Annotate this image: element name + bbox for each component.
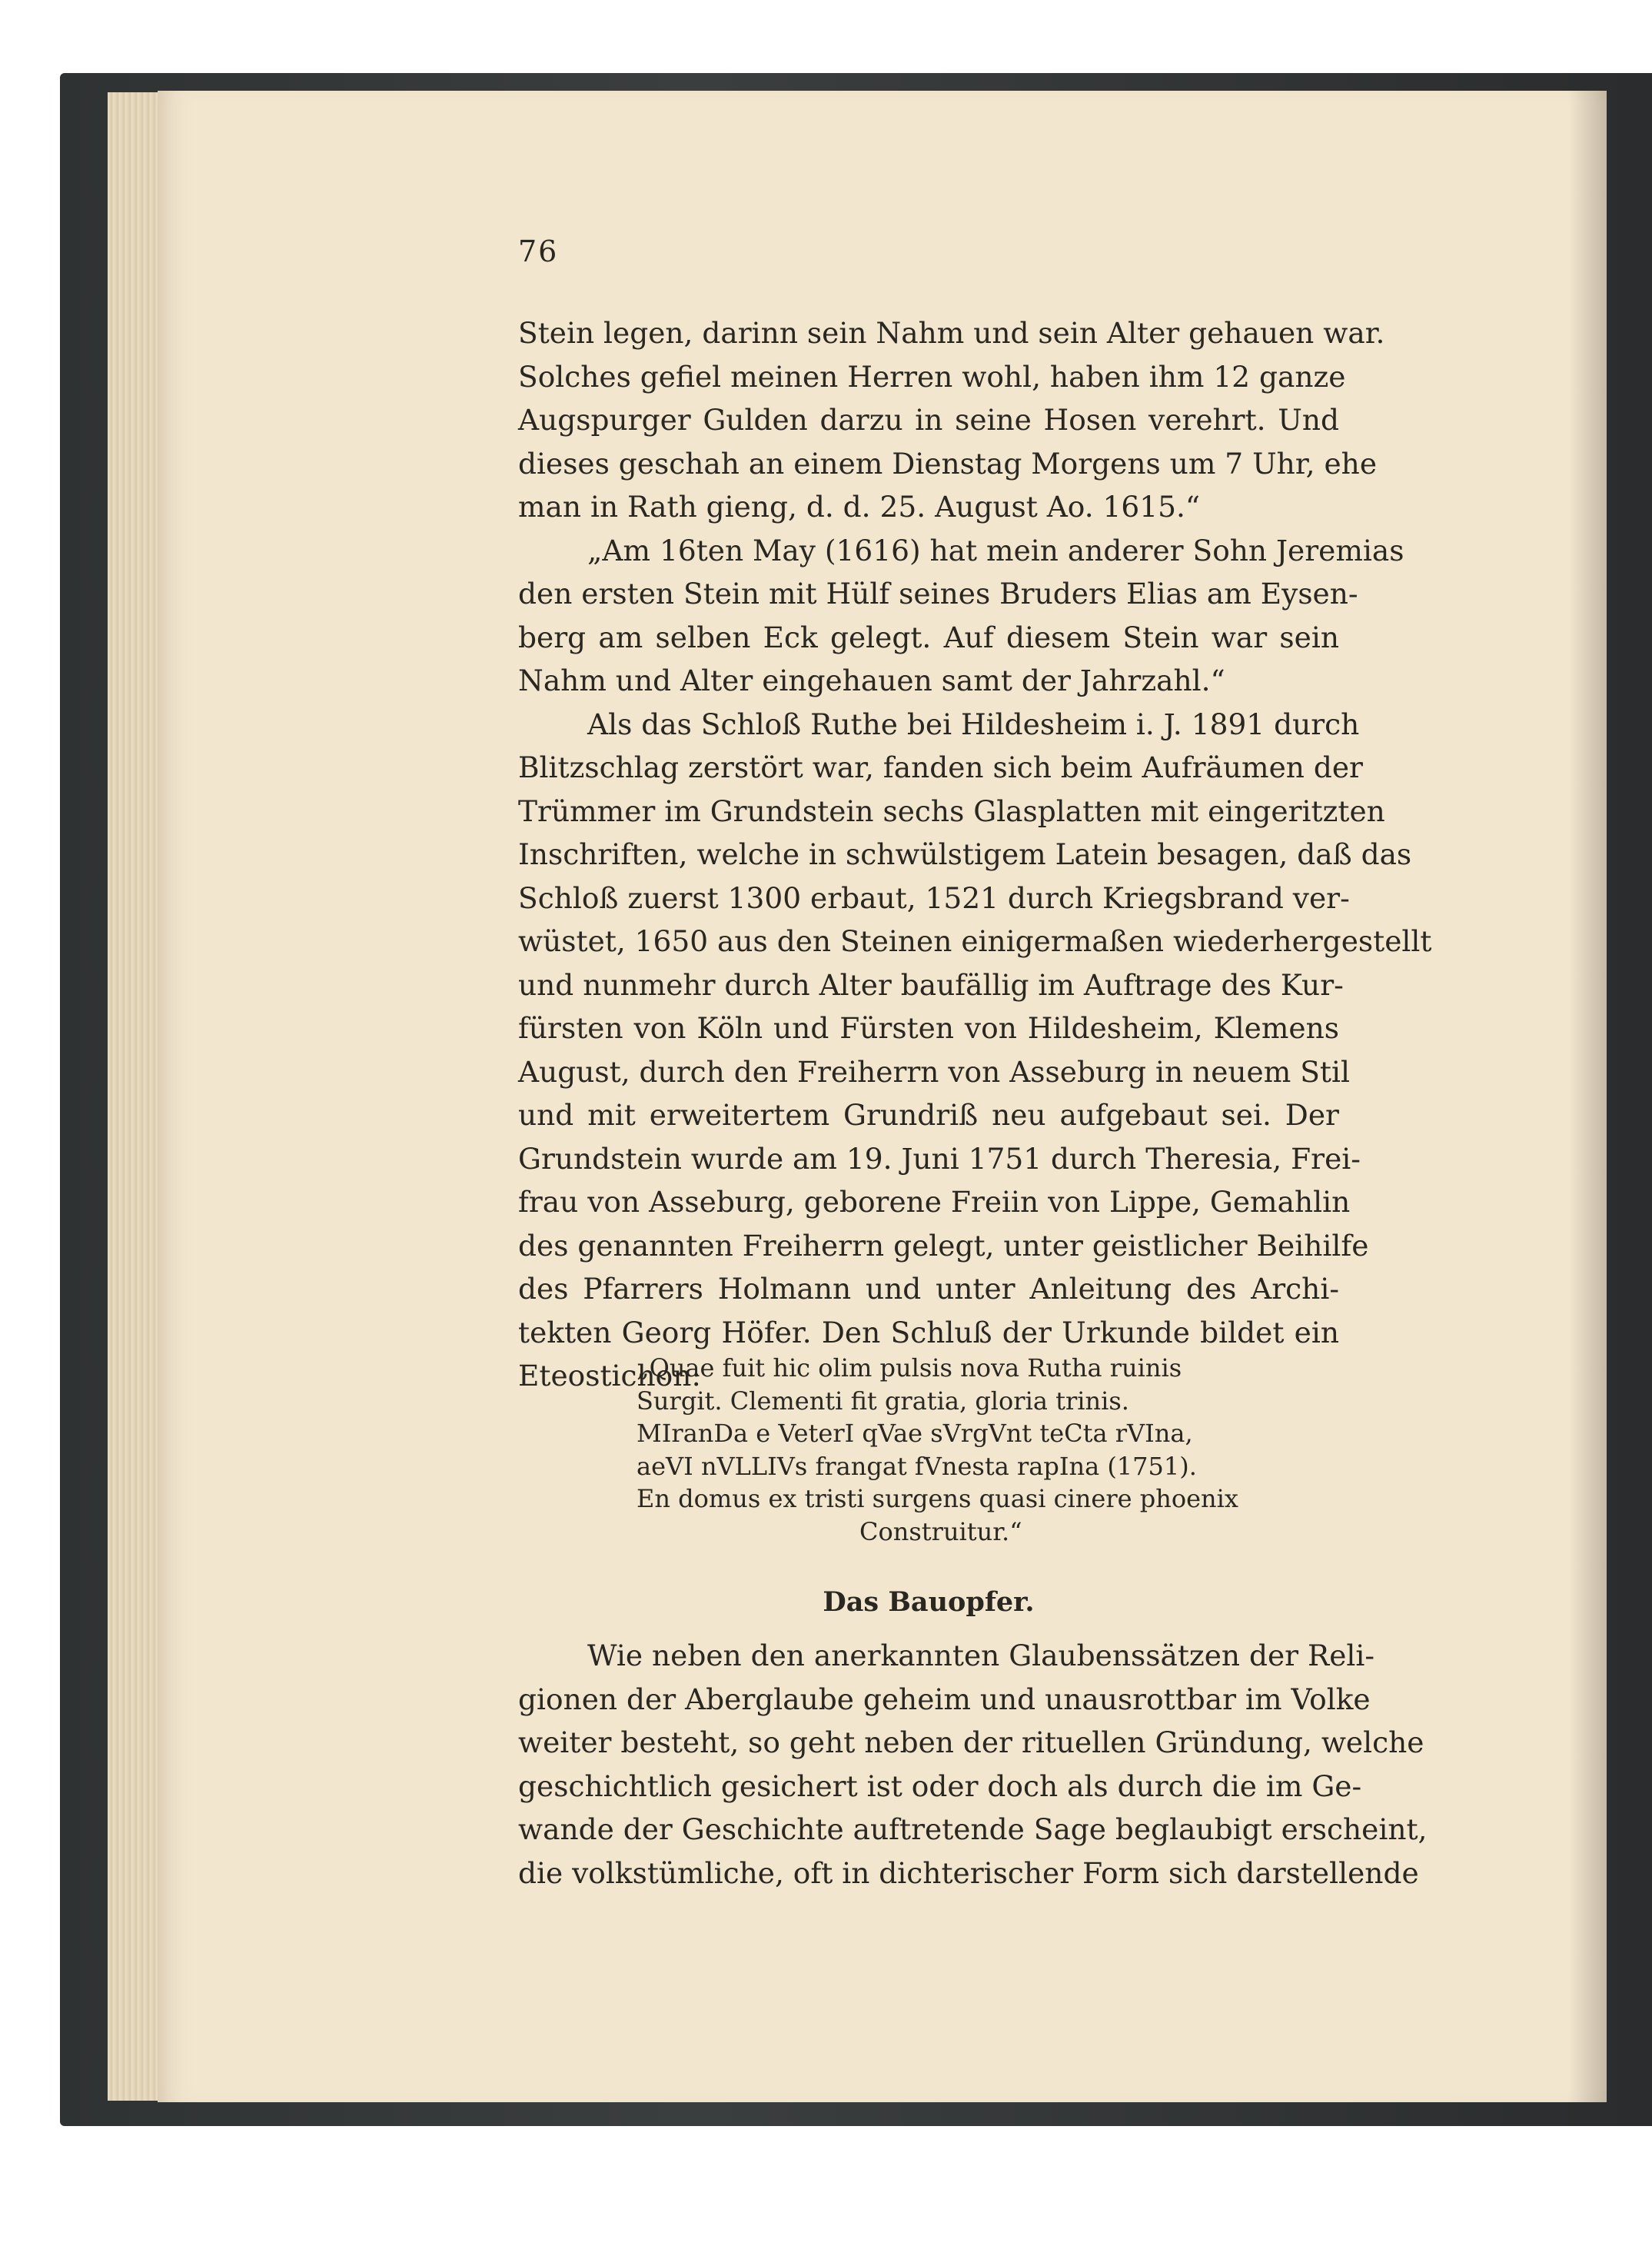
text-line: „Am 16ten May (1616) hat mein anderer Sohn Jeremias <box>587 533 1404 567</box>
text-line: geschichtlich gesichert ist oder doch als durch die im Ge- <box>518 1769 1362 1803</box>
text-line: berg am selben Eck gelegt. Auf diesem Stein war sein <box>518 620 1339 654</box>
verse-line: MIranDa e VeterI qVae sVrgVnt teCta rVIna, <box>637 1419 1193 1448</box>
paragraph-schloss-ruthe <box>518 703 1432 1398</box>
text-line: tekten Georg Höfer. Den Schluß der Urkunde bildet ein <box>518 1315 1339 1349</box>
text-line: und nunmehr durch Alter baufällig im Auftrage des Kur- <box>518 967 1344 1002</box>
text-line: Solches gefiel meinen Herren wohl, haben ihm 12 ganze <box>518 359 1346 394</box>
verse-line: Surgit. Clementi fit gratia, gloria trinis. <box>637 1386 1129 1416</box>
paragraph-quote-1 <box>518 311 1385 529</box>
paragraph-quote-2 <box>518 529 1404 703</box>
verse-line: Construitur.“ <box>859 1516 1022 1546</box>
text-line: man in Rath gieng, d. d. 25. August Ao. 1615.“ <box>518 490 1201 524</box>
page-gutter-shade <box>1568 91 1607 2102</box>
text-line: und mit erweitertem Grundriß neu aufgebaut sei. Der <box>518 1098 1339 1132</box>
verse-line: aeVI nVLLIVs frangat fVnesta rapIna (1751). <box>637 1451 1197 1481</box>
text-line: Stein legen, darinn sein Nahm und sein Alter gehauen war. <box>518 316 1385 350</box>
text-line: gionen der Aberglaube geheim und unausrottbar im Volke <box>518 1682 1371 1716</box>
text-line: fürsten von Köln und Fürsten von Hildesheim, Klemens <box>518 1011 1339 1045</box>
text-line: die volkstümliche, oft in dichterischer Form sich darstellende <box>518 1855 1419 1890</box>
text-line: wüstet, 1650 aus den Steinen einigermaßen wiederhergestellt <box>518 924 1432 958</box>
section-heading: Das Bauopfer. <box>823 1586 1035 1618</box>
text-line: Augspurger Gulden darzu in seine Hosen verehrt. Und <box>518 403 1339 437</box>
text-line: des Pfarrers Holmann und unter Anleitung des Archi- <box>518 1272 1339 1306</box>
text-line: Eteostichon: <box>518 1359 702 1393</box>
text-line: Wie neben den anerkannten Glaubenssätzen der Reli- <box>587 1639 1375 1672</box>
text-line: Trümmer im Grundstein sechs Glasplatten mit eingeritzten <box>518 794 1385 828</box>
text-line: Als das Schloß Ruthe bei Hildesheim i. J. 1891 durch <box>587 707 1360 741</box>
text-line: weiter besteht, so geht neben der rituellen Gründung, welche <box>518 1725 1424 1759</box>
text-line: den ersten Stein mit Hülf seines Bruders Elias am Eysen- <box>518 577 1358 611</box>
body-text <box>518 311 1432 1398</box>
text-line: Nahm und Alter eingehauen samt der Jahrzahl.“ <box>518 664 1225 697</box>
text-line: Blitzschlag zerstört war, fanden sich beim Aufräumen der <box>518 750 1363 784</box>
text-line: Schloß zuerst 1300 erbaut, 1521 durch Kriegsbrand ver- <box>518 880 1350 915</box>
text-line: des genannten Freiherrn gelegt, unter geistlicher Beihilfe <box>518 1228 1369 1263</box>
body-text-bauopfer <box>518 1634 1428 1895</box>
page-number: 76 <box>518 235 559 268</box>
page-edges <box>108 92 161 2101</box>
text-line: frau von Asseburg, geborene Freiin von Lippe, Gemahlin <box>518 1185 1351 1219</box>
text-line: August, durch den Freiherrn von Asseburg in neuem Stil <box>518 1054 1350 1089</box>
text-line: wande der Geschichte auftretende Sage beglaubigt erscheint, <box>518 1812 1428 1846</box>
verse-line: „Quae fuit hic olim pulsis nova Rutha ruinis <box>637 1353 1182 1383</box>
text-line: dieses geschah an einem Dienstag Morgens um 7 Uhr, ehe <box>518 446 1378 481</box>
eteostichon-verse <box>637 1352 1328 1548</box>
text-line: Inschriften, welche in schwülstigem Latein besagen, daß das <box>518 837 1412 871</box>
text-line: Grundstein wurde am 19. Juni 1751 durch Theresia, Frei- <box>518 1141 1361 1176</box>
verse-line: En domus ex tristi surgens quasi cinere phoenix <box>637 1484 1238 1513</box>
